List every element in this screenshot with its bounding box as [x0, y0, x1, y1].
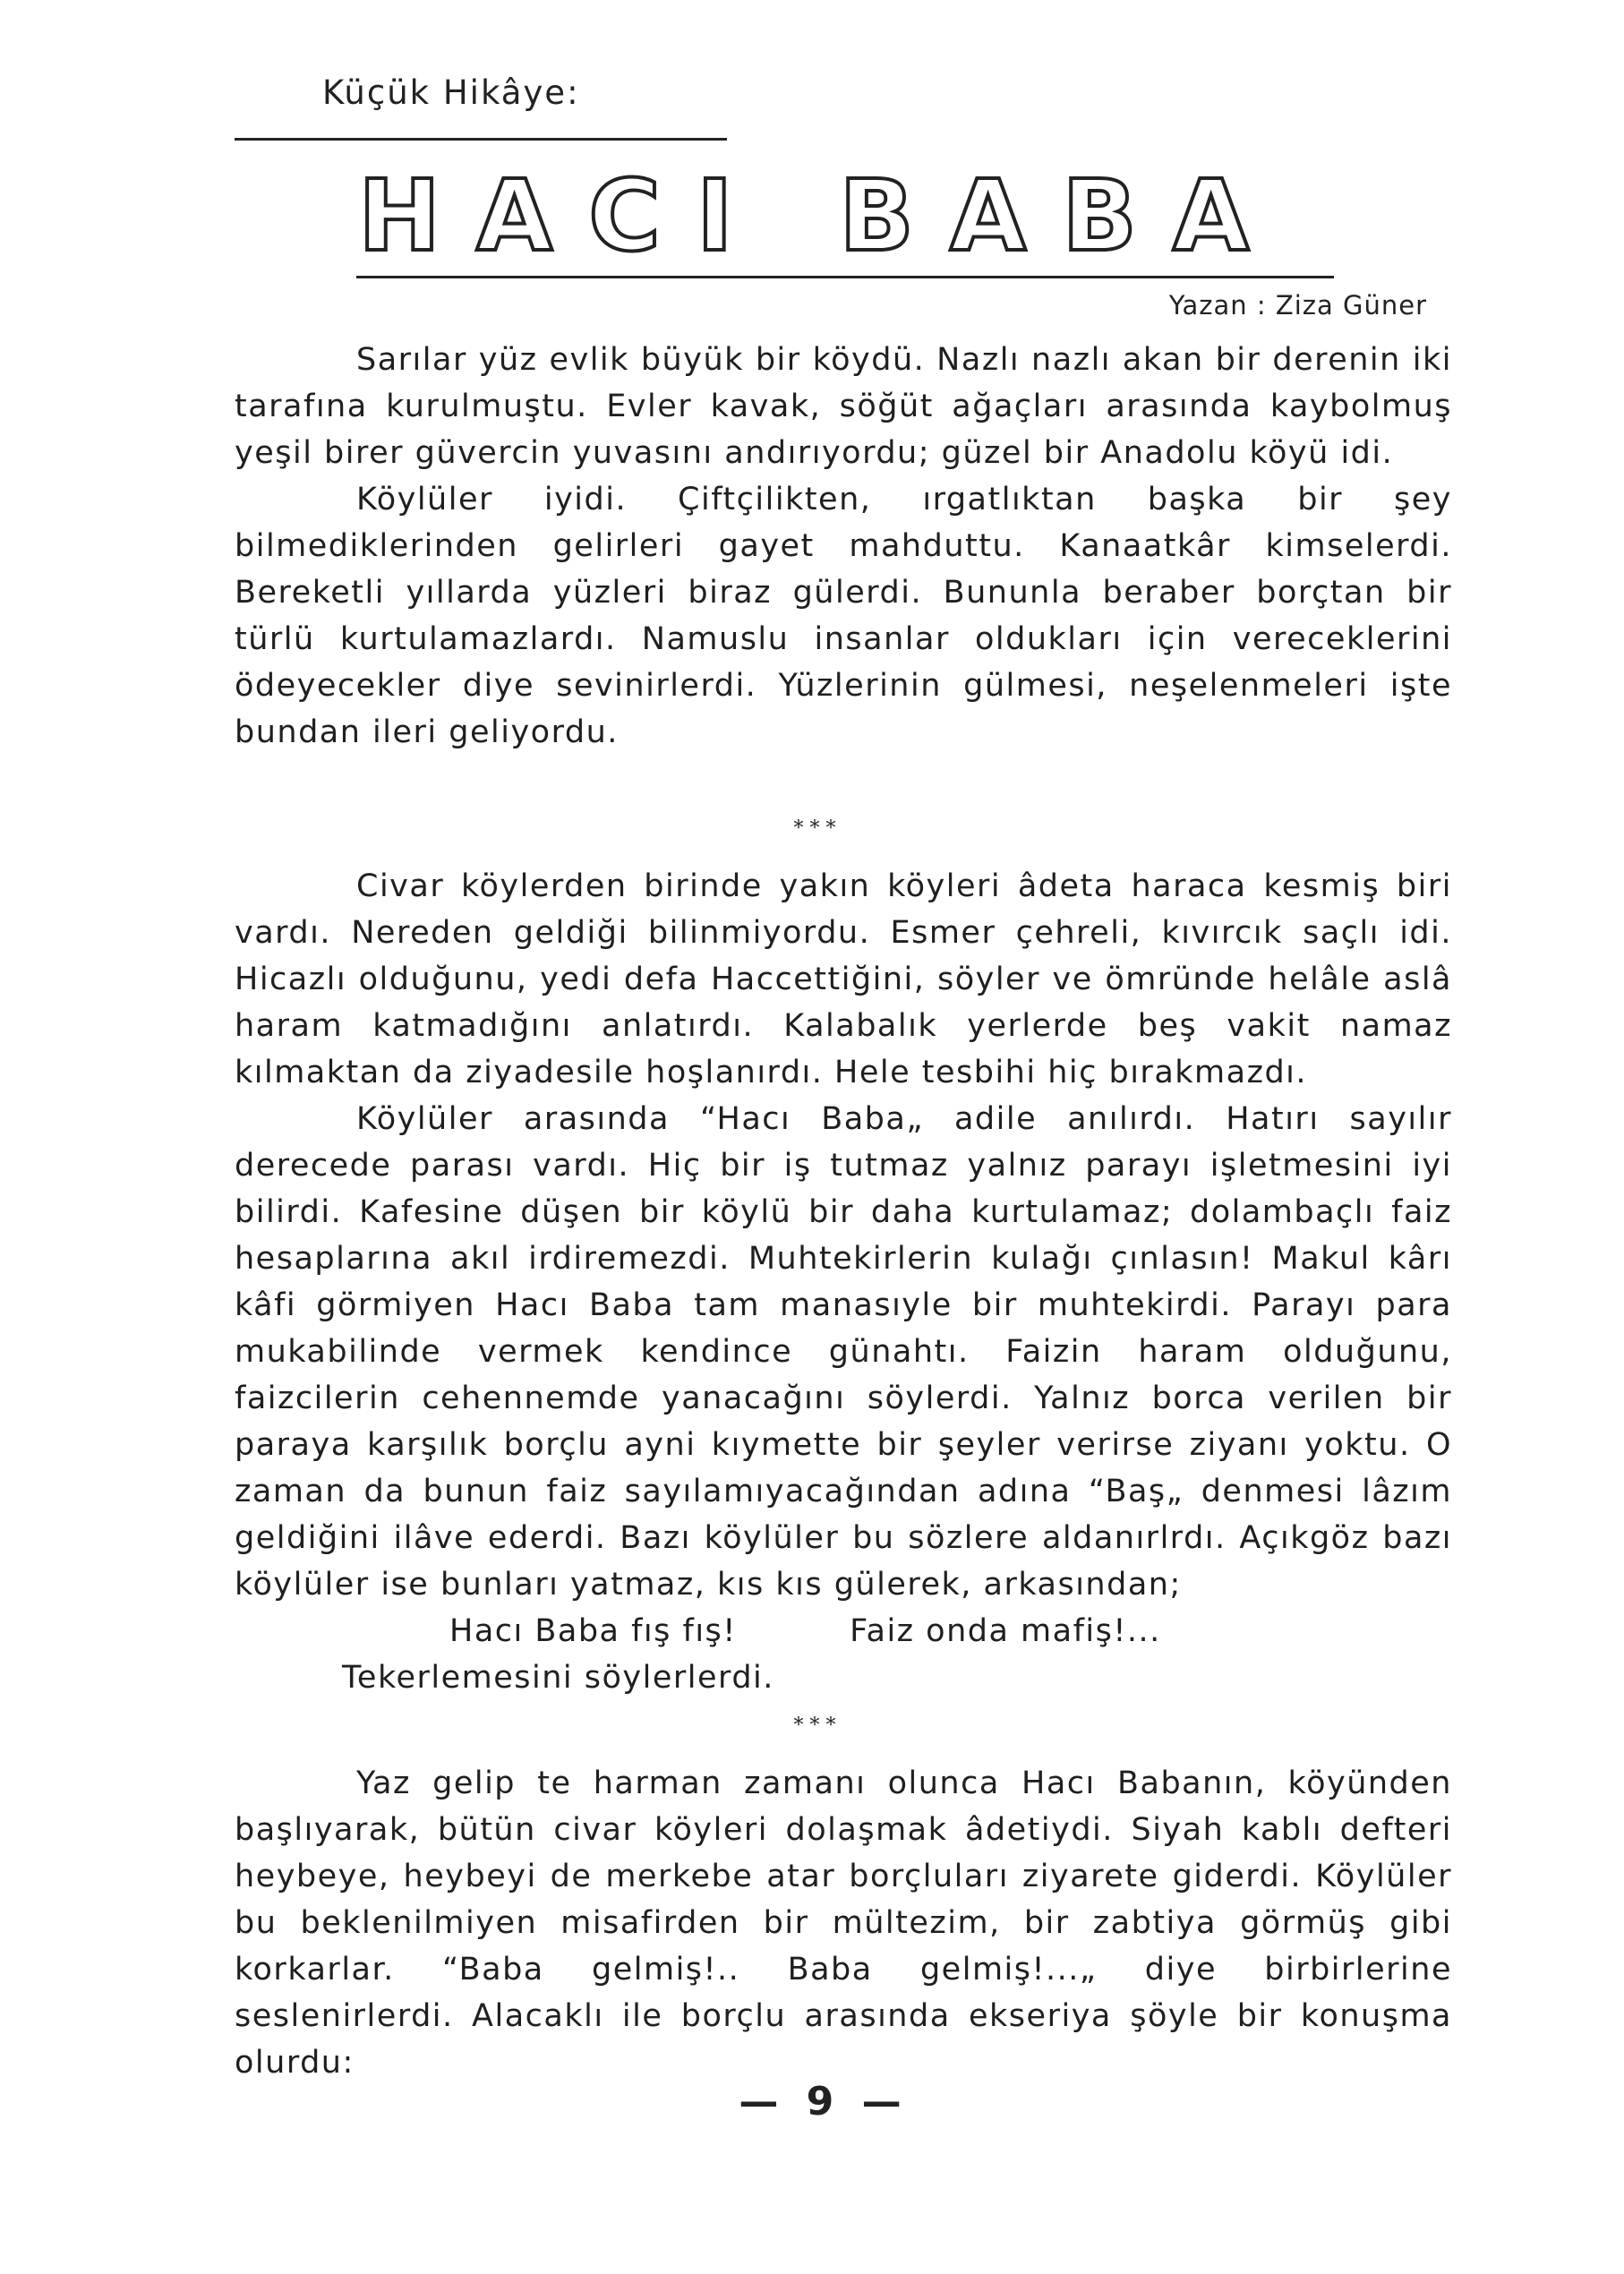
- verse-line-2: Tekerlemesini söylerlerdi.: [342, 1660, 774, 1696]
- text-block-3: [235, 1760, 1452, 2086]
- paragraph-2: Köylüler iyidi. Çiftçilikten, ırgatlıktan başka bir şey bilmediklerinden gelirleri gayet mahduttu. Kanaatkâr kimselerdi. Bereketli yıllarda yüzleri biraz gülerdi. Bununla beraber borçtan bir türlü kurtulamazlardı. Namuslu insanlar oldukları için vereceklerini ödeyecekler diye sevinirlerdi. Yüzlerinin gülmesi, neşelenmeleri işte bundan ileri geliyordu.: [235, 482, 1452, 750]
- story-title: HACI BABA: [358, 158, 1286, 273]
- author-line: Yazan : Ziza Güner: [1168, 290, 1427, 321]
- section-underline: [235, 138, 727, 141]
- title-rule: [356, 276, 1334, 278]
- section-label: Küçük Hikâye:: [322, 73, 580, 112]
- separator-stars: * * *: [793, 817, 836, 840]
- text-block-1: [235, 337, 1452, 756]
- paragraph-5: Yaz gelip te harman zamanı olunca Hacı Babanın, köyünden başlıyarak, bütün civar köyleri dolaşmak âdetiydi. Siyah kablı defteri heybeye, heybeyi de merkebe atar borçluları ziyarete giderdi. Köylüler bu beklenilmiyen misafirden bir mültezim, bir zabtiya görmüş gibi korkarlar. “Baba gelmiş!.. Baba gelmiş!...„ diye birbirlerine seslenirlerdi. Alacaklı ile borçlu arasında ekseriya şöyle bir konuşma olurdu:: [235, 1765, 1452, 2081]
- paragraph-3: Civar köylerden birinde yakın köyleri âdeta haraca kesmiş biri vardı. Nereden geldiği bilinmiyordu. Esmer çehreli, kıvırcık saçlı idi. Hicazlı olduğunu, yedi defa Haccettiğini, söyler ve ömründe helâle aslâ haram katmadığını anlatırdı. Kalabalık yerlerde beş vakit namaz kılmaktan da ziyadesile hoşlanırdı. Hele tesbihi hiç bırakmazdı.: [235, 868, 1452, 1090]
- paragraph-4: Köylüler arasında “Hacı Baba„ adile anılırdı. Hatırı sayılır derecede parası vardı. Hiç bir iş tutmaz yalnız parayı işletmesini iyi bilirdi. Kafesine düşen bir köylü bir daha kurtulamaz; dolambaçlı faiz hesaplarına akıl irdiremezdi. Muhtekirlerin kulağı çınlasın! Makul kârı kâfi görmiyen Hacı Baba tam manasıyle bir muhtekirdi. Parayı para mukabilinde vermek kendince günahtı. Faizin haram olduğunu, faizcilerin cehennemde yanacağını söylerdi. Yalnız borca verilen bir paraya karşılık borçlu ayni kıymette bir şeyler verirse ziyanı yoktu. O zaman da bunun faiz sayılamıyacağından adına “Baş„ denmesi lâzım geldiğini ilâve ederdi. Bazı köylüler bu sözlere aldanırlrdı. Açıkgöz bazı köylüler ise bunları yatmaz, kıs kıs gülerek, arkasından;: [235, 1101, 1452, 1603]
- text-block-2: [235, 863, 1452, 1701]
- separator-stars-2: * * *: [793, 1714, 836, 1737]
- verse-line-1: Hacı Baba fış fış! Faiz onda mafiş!...: [449, 1613, 1161, 1649]
- section-separator: [788, 817, 842, 840]
- section-separator-2: [788, 1714, 842, 1737]
- page-number: — 9 —: [739, 2079, 909, 2124]
- verse: [235, 1608, 1452, 1701]
- paragraph-1: Sarılar yüz evlik büyük bir köydü. Nazlı nazlı akan bir derenin iki tarafına kurulmuştu. Evler kavak, söğüt ağaçları arasında kaybolmuş yeşil birer güvercin yuvasını andırıyordu; güzel bir Anadolu köyü idi.: [235, 342, 1452, 471]
